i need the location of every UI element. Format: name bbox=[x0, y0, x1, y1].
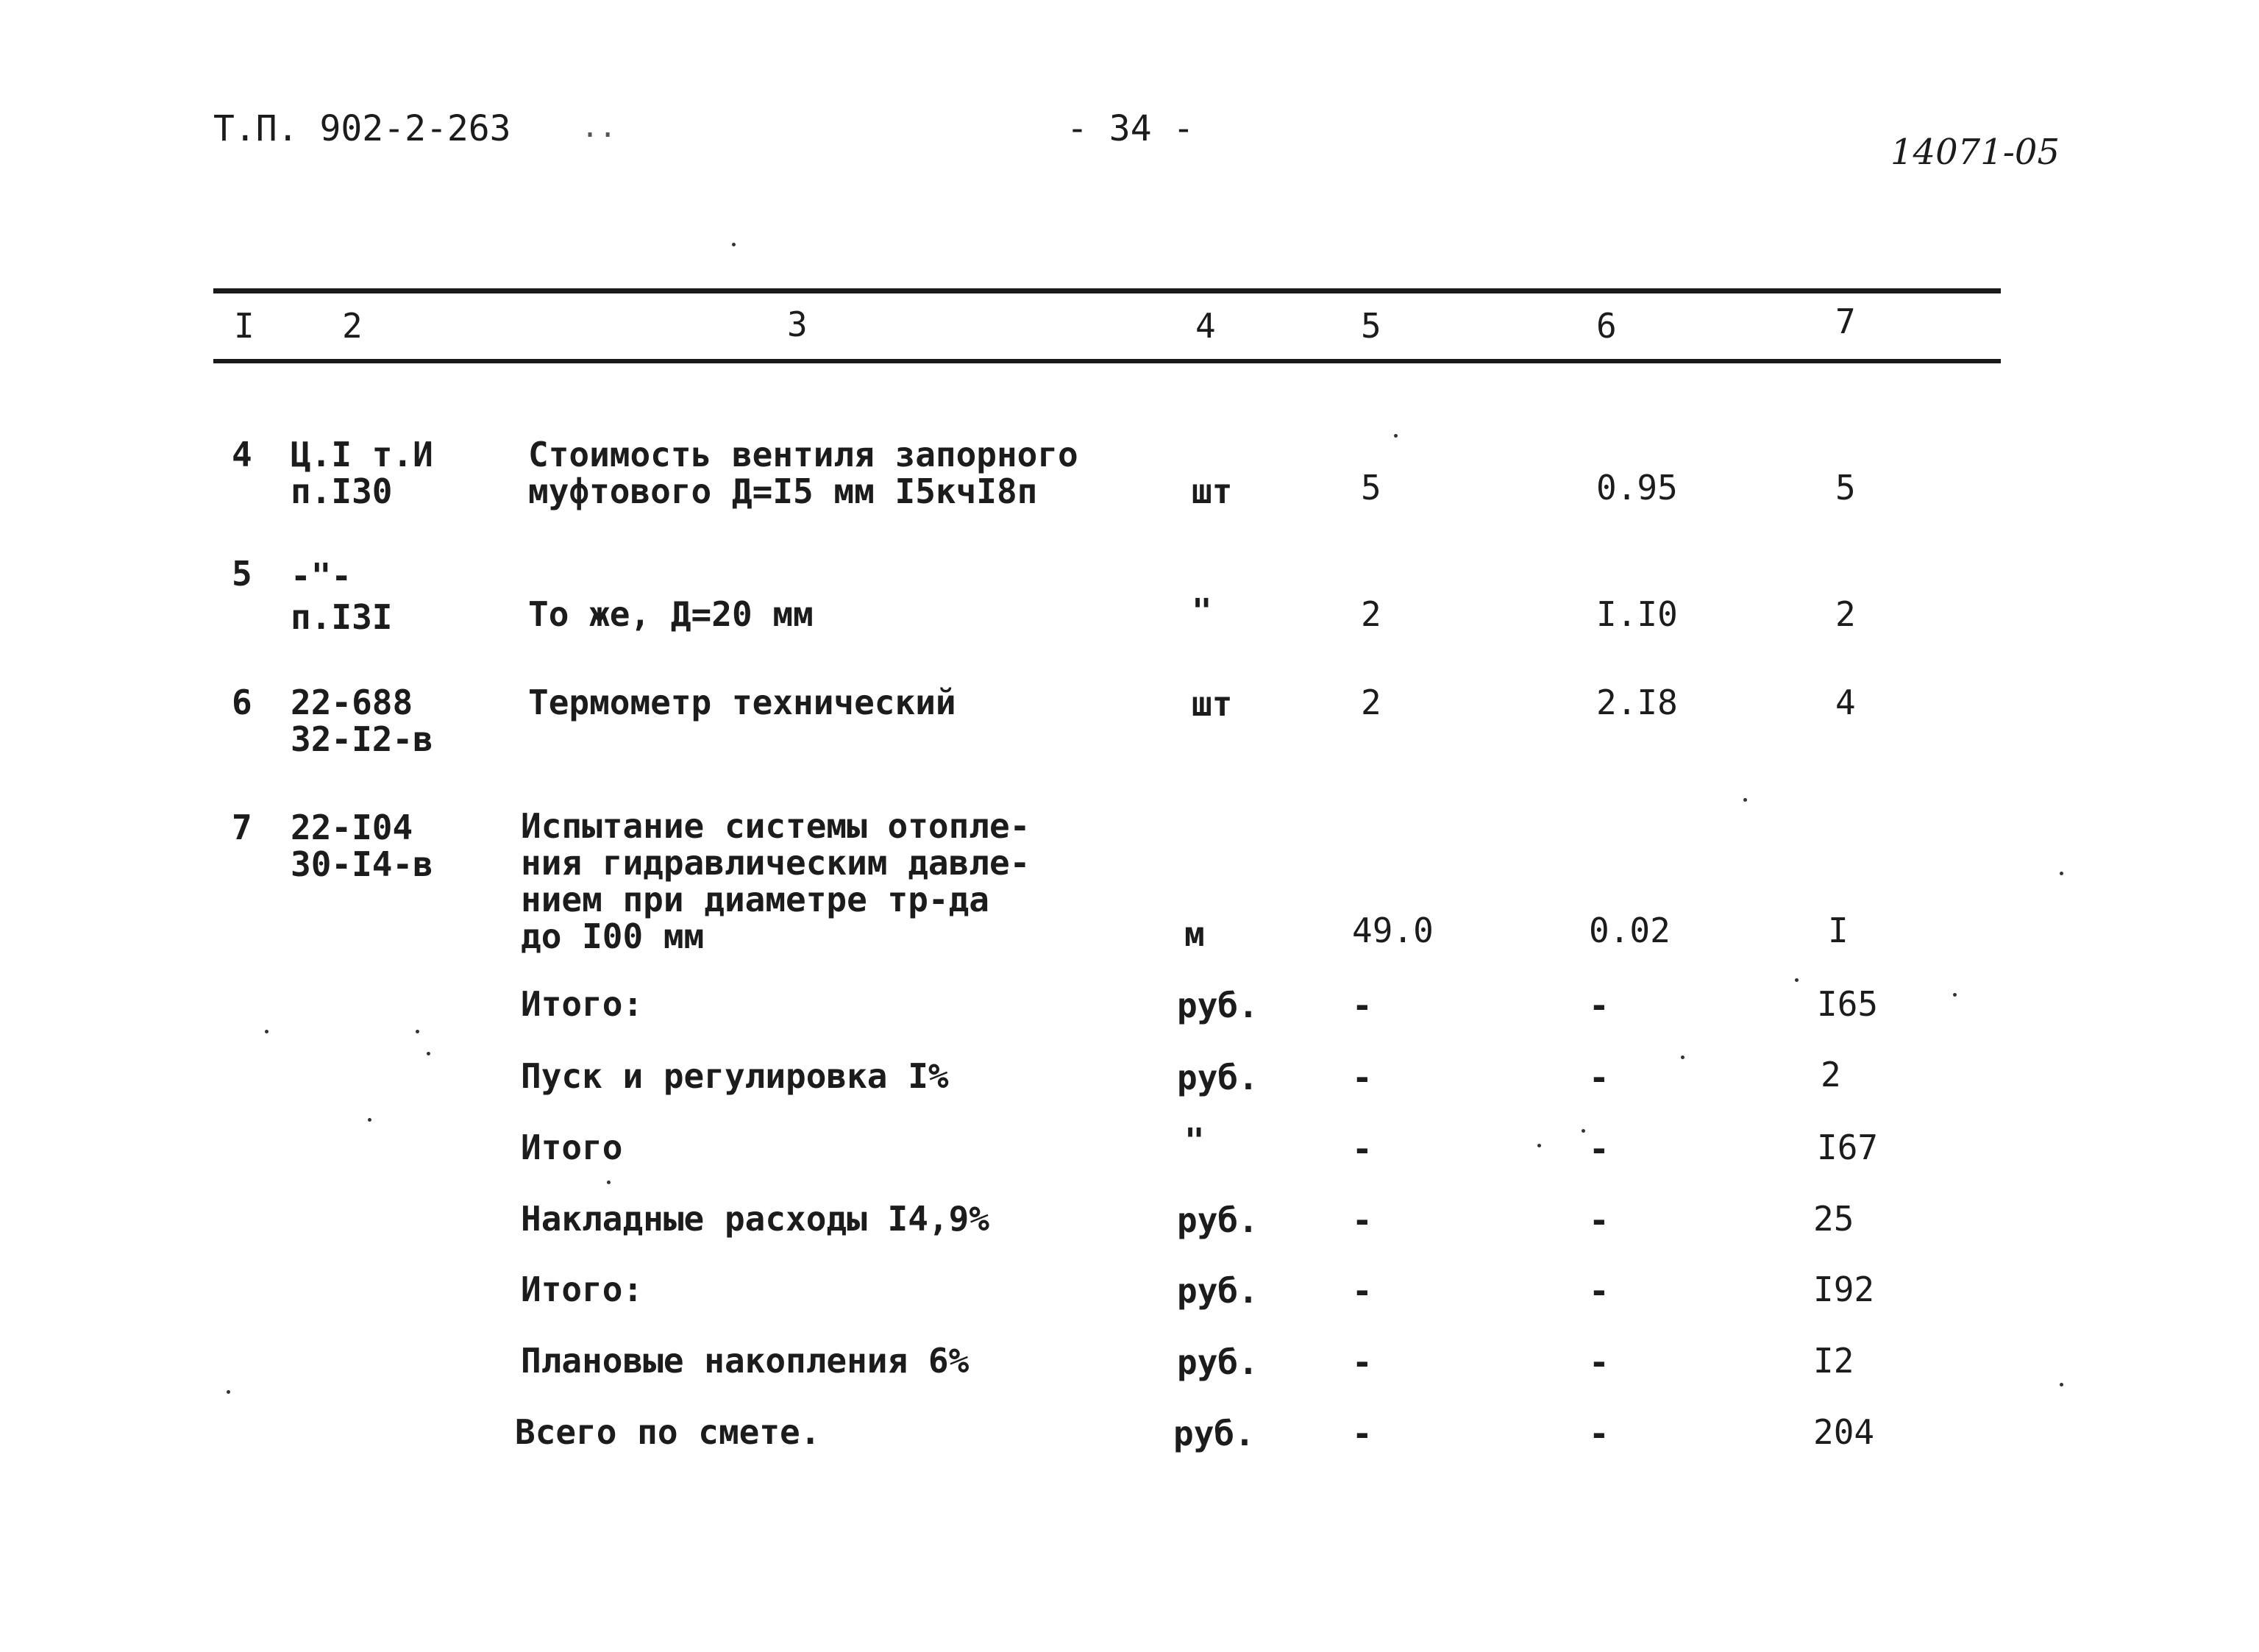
row-7-reference: 22-I04 30-I4-в bbox=[291, 808, 433, 884]
summary-1-quantity: - bbox=[1352, 986, 1373, 1025]
row-6-description: Термометр технический bbox=[528, 683, 956, 722]
scan-speck bbox=[732, 243, 736, 246]
summary-5-label: Итого: bbox=[521, 1270, 644, 1309]
row-6-reference: 22-688 32-I2-в bbox=[291, 683, 433, 759]
summary-3-unit: " bbox=[1184, 1121, 1205, 1161]
row-6-quantity: 2 bbox=[1361, 683, 1381, 722]
row-5-number: 5 bbox=[232, 554, 252, 594]
scan-speck bbox=[1394, 434, 1398, 438]
scan-speck bbox=[427, 1052, 430, 1055]
summary-7-unit: руб. bbox=[1173, 1414, 1255, 1453]
scan-speck bbox=[1582, 1129, 1585, 1133]
column-header-4: 4 bbox=[1195, 306, 1216, 346]
row-5-unit: " bbox=[1192, 591, 1212, 631]
column-header-3: 3 bbox=[787, 305, 808, 344]
summary-5-price: - bbox=[1589, 1271, 1609, 1311]
summary-2-unit: руб. bbox=[1177, 1058, 1259, 1097]
summary-3-label: Итого bbox=[521, 1128, 623, 1167]
summary-4-quantity: - bbox=[1352, 1200, 1373, 1240]
row-7-description: Испытание системы отопле- ния гидравлическим давле- нием при диаметре тр-да до I00 мм bbox=[521, 806, 1031, 956]
row-5-price: I.I0 bbox=[1596, 594, 1678, 634]
page-number: - 34 - bbox=[1067, 108, 1195, 149]
scan-speck bbox=[607, 1181, 611, 1184]
handwritten-reference: 14071-05 bbox=[1890, 132, 2060, 173]
row-4-total: 5 bbox=[1835, 468, 1856, 508]
summary-5-total: I92 bbox=[1813, 1270, 1875, 1309]
scan-speck bbox=[1537, 1144, 1541, 1147]
summary-1-unit: руб. bbox=[1177, 986, 1259, 1025]
row-6-number: 6 bbox=[232, 683, 252, 722]
summary-2-quantity: - bbox=[1352, 1058, 1373, 1097]
summary-4-total: 25 bbox=[1813, 1199, 1854, 1239]
row-4-description: Стоимость вентиля запорного муфтового Д=I5 мм I5кчI8п bbox=[528, 435, 1078, 511]
scan-speck bbox=[416, 1030, 419, 1033]
row-4-quantity: 5 bbox=[1361, 468, 1381, 508]
document-code: Т.П. 902-2-263 bbox=[213, 108, 511, 149]
column-header-1: I bbox=[234, 306, 255, 346]
summary-6-total: I2 bbox=[1813, 1341, 1854, 1381]
column-header-7: 7 bbox=[1835, 302, 1856, 341]
summary-7-label: Всего по смете. bbox=[515, 1412, 821, 1452]
table-header-rule bbox=[213, 359, 2001, 363]
scan-speck bbox=[368, 1118, 371, 1122]
row-6-total: 4 bbox=[1835, 683, 1856, 722]
summary-2-total: 2 bbox=[1821, 1055, 1841, 1094]
summary-3-price: - bbox=[1589, 1129, 1609, 1169]
row-7-total: I bbox=[1828, 911, 1849, 950]
summary-4-label: Накладные расходы I4,9% bbox=[521, 1199, 989, 1239]
row-7-unit: м bbox=[1184, 914, 1205, 954]
summary-7-quantity: - bbox=[1352, 1414, 1373, 1453]
row-5-total: 2 bbox=[1835, 594, 1856, 634]
summary-5-quantity: - bbox=[1352, 1271, 1373, 1311]
column-header-5: 5 bbox=[1361, 306, 1381, 346]
row-6-price: 2.I8 bbox=[1596, 683, 1678, 722]
summary-6-unit: руб. bbox=[1177, 1342, 1259, 1382]
summary-3-total: I67 bbox=[1817, 1128, 1879, 1167]
summary-1-total: I65 bbox=[1817, 984, 1879, 1024]
row-5-quantity: 2 bbox=[1361, 594, 1381, 634]
row-5-description: То же, Д=20 мм bbox=[528, 594, 814, 634]
row-5-reference: -"- п.I3I bbox=[291, 556, 393, 637]
scan-speck bbox=[1681, 1055, 1685, 1059]
summary-6-quantity: - bbox=[1352, 1342, 1373, 1382]
column-header-6: 6 bbox=[1596, 306, 1617, 346]
document-code-tail: .. bbox=[581, 110, 617, 144]
scan-speck bbox=[227, 1390, 230, 1394]
row-7-quantity: 49.0 bbox=[1352, 911, 1434, 950]
summary-1-price: - bbox=[1589, 986, 1609, 1025]
summary-1-label: Итого: bbox=[521, 984, 644, 1024]
scan-speck bbox=[1953, 993, 1957, 997]
scan-speck bbox=[2060, 1383, 2063, 1386]
column-header-2: 2 bbox=[342, 306, 363, 346]
summary-4-unit: руб. bbox=[1177, 1200, 1259, 1240]
summary-3-quantity: - bbox=[1352, 1129, 1373, 1169]
summary-6-price: - bbox=[1589, 1342, 1609, 1382]
summary-4-price: - bbox=[1589, 1200, 1609, 1240]
row-7-number: 7 bbox=[232, 808, 252, 847]
summary-2-price: - bbox=[1589, 1058, 1609, 1097]
row-6-unit: шт bbox=[1192, 684, 1233, 724]
summary-5-unit: руб. bbox=[1177, 1271, 1259, 1311]
row-4-price: 0.95 bbox=[1596, 468, 1678, 508]
row-4-reference: Ц.I т.И п.I30 bbox=[291, 435, 433, 511]
table-top-rule bbox=[213, 288, 2001, 293]
row-4-unit: шт bbox=[1192, 471, 1233, 511]
row-4-number: 4 bbox=[232, 435, 252, 474]
scan-speck bbox=[265, 1030, 268, 1033]
scan-speck bbox=[1795, 978, 1799, 982]
scan-speck bbox=[2060, 872, 2063, 875]
summary-2-label: Пуск и регулировка I% bbox=[521, 1056, 949, 1096]
row-7-price: 0.02 bbox=[1589, 911, 1671, 950]
summary-7-total: 204 bbox=[1813, 1412, 1875, 1452]
scan-speck bbox=[1743, 798, 1747, 802]
summary-6-label: Плановые накопления 6% bbox=[521, 1341, 970, 1381]
summary-7-price: - bbox=[1589, 1414, 1609, 1453]
